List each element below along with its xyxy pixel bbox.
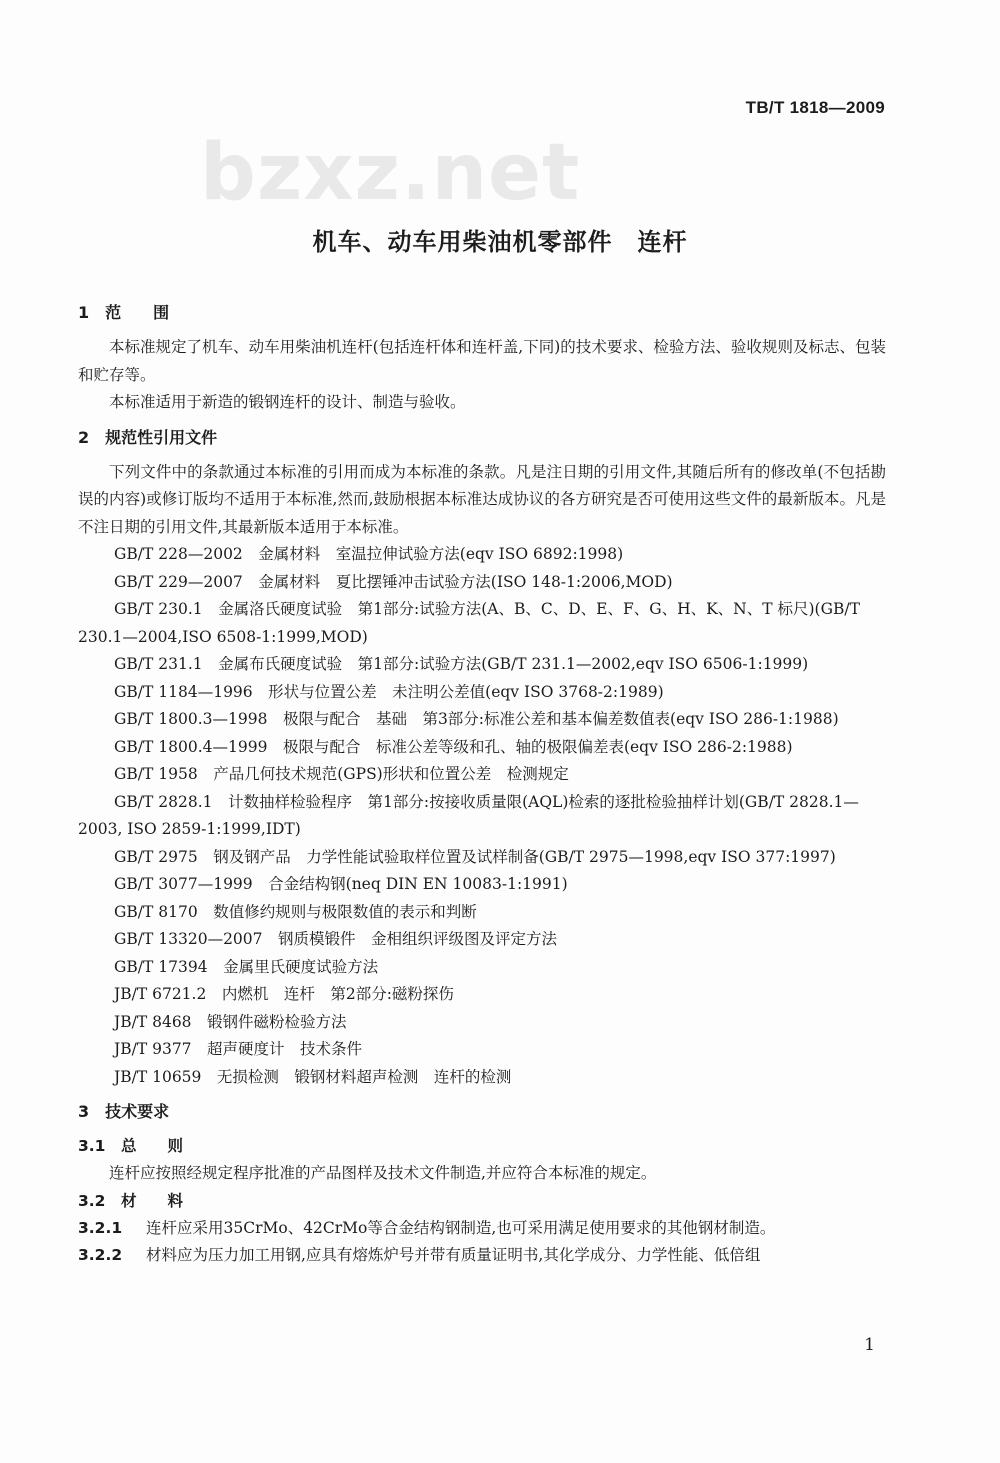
- reference-item: JB/T 9377 超声硬度计 技术条件: [114, 1040, 363, 1058]
- document-title: 机车、动车用柴油机零部件 连杆: [312, 228, 688, 256]
- reference-item: GB/T 17394 金属里氏硬度试验方法: [114, 957, 379, 976]
- page-number: 1: [864, 1335, 875, 1355]
- clause-number: 3.2.2: [78, 1246, 123, 1264]
- subsection-3-2-heading: 3.2 材 料: [78, 1191, 183, 1210]
- reference-item: GB/T 13320—2007 钢质模锻件 金相组织评级图及评定方法: [114, 930, 558, 948]
- clause-text: 连杆应采用35CrMo、42CrMo等合金结构钢制造,也可采用满足使用要求的其他钢材制造。: [146, 1218, 776, 1237]
- clause-3-2-1: [78, 1215, 886, 1243]
- section-1-paragraph: 本标准适用于新造的锻钢连杆的设计、制造与验收。: [109, 393, 466, 411]
- reference-item: GB/T 2975 钢及钢产品 力学性能试验取样位置及试样制备(GB/T 2975—1998,eqv ISO 377:1997): [114, 847, 836, 866]
- reference-item: GB/T 1800.3—1998 极限与配合 基础 第3部分:标准公差和基本偏差数值表(eqv ISO 286-1:1988): [114, 710, 839, 728]
- clause-text: 材料应为压力加工用钢,应具有熔炼炉号并带有质量证明书,其化学成分、力学性能、低倍组: [146, 1246, 761, 1264]
- standard-code: TB/T 1818—2009: [745, 98, 885, 117]
- reference-item: GB/T 3077—1999 合金结构钢(neq DIN EN 10083-1:1991): [114, 875, 568, 893]
- reference-item: GB/T 228—2002 金属材料 室温拉伸试验方法(eqv ISO 6892:1998): [114, 545, 624, 563]
- reference-item: GB/T 1184—1996 形状与位置公差 未注明公差值(eqv ISO 3768-2:1989): [114, 682, 664, 701]
- reference-item: GB/T 229—2007 金属材料 夏比摆锤冲击试验方法(ISO 148-1:2006,MOD): [114, 572, 673, 591]
- reference-item: GB/T 8170 数值修约规则与极限数值的表示和判断: [114, 902, 477, 921]
- clause-3-2-2: [78, 1242, 886, 1270]
- reference-item: GB/T 1958 产品几何技术规范(GPS)形状和位置公差 检测规定: [114, 765, 569, 783]
- section-1-paragraph: 本标准规定了机车、动车用柴油机连杆(包括连杆体和连杆盖,下同)的技术要求、检验方法、验收规则及标志、包装和贮存等。: [78, 338, 886, 384]
- subsection-3-1-heading: 3.1 总 则: [78, 1137, 183, 1155]
- document-body: [78, 298, 886, 1270]
- watermark: bzxz.net: [200, 128, 581, 218]
- section-3-heading: 3 技术要求: [78, 1102, 170, 1121]
- reference-item: JB/T 8468 锻钢件磁粉检验方法: [114, 1012, 347, 1031]
- section-1-heading: 1 范 围: [78, 303, 170, 322]
- reference-item: GB/T 231.1 金属布氏硬度试验 第1部分:试验方法(GB/T 231.1—2002,eqv ISO 6506-1:1999): [114, 655, 809, 673]
- section-2-intro: 下列文件中的条款通过本标准的引用而成为本标准的条款。凡是注日期的引用文件,其随后所有的修改单(不包括勘误的内容)或修订版均不适用于本标准,然而,鼓励根据本标准达成协议的各方研究是否可使用这些文件的最新版本。凡是不注日期的引用文件,其最新版本适用于本标准。: [78, 462, 886, 536]
- reference-item: JB/T 10659 无损检测 锻钢材料超声检测 连杆的检测: [114, 1067, 512, 1086]
- subsection-3-1-text: 连杆应按照经规定程序批准的产品图样及技术文件制造,并应符合本标准的规定。: [109, 1164, 657, 1182]
- reference-item: GB/T 2828.1 计数抽样检验程序 第1部分:按接收质量限(AQL)检索的逐批检验抽样计划(GB/T 2828.1—2003, ISO 2859-1:1999,IDT): [78, 792, 859, 838]
- clause-number: 3.2.1: [78, 1218, 123, 1237]
- reference-item: JB/T 6721.2 内燃机 连杆 第2部分:磁粉探伤: [114, 985, 454, 1003]
- section-2-heading: 2 规范性引用文件: [78, 427, 218, 447]
- reference-item: GB/T 230.1 金属洛氏硬度试验 第1部分:试验方法(A、B、C、D、E、F、G、H、K、N、T 标尺)(GB/T 230.1—2004,ISO 6508-1:1999,MOD): [78, 600, 860, 646]
- reference-item: GB/T 1800.4—1999 极限与配合 标准公差等级和孔、轴的极限偏差表(eqv ISO 286-2:1988): [114, 737, 793, 756]
